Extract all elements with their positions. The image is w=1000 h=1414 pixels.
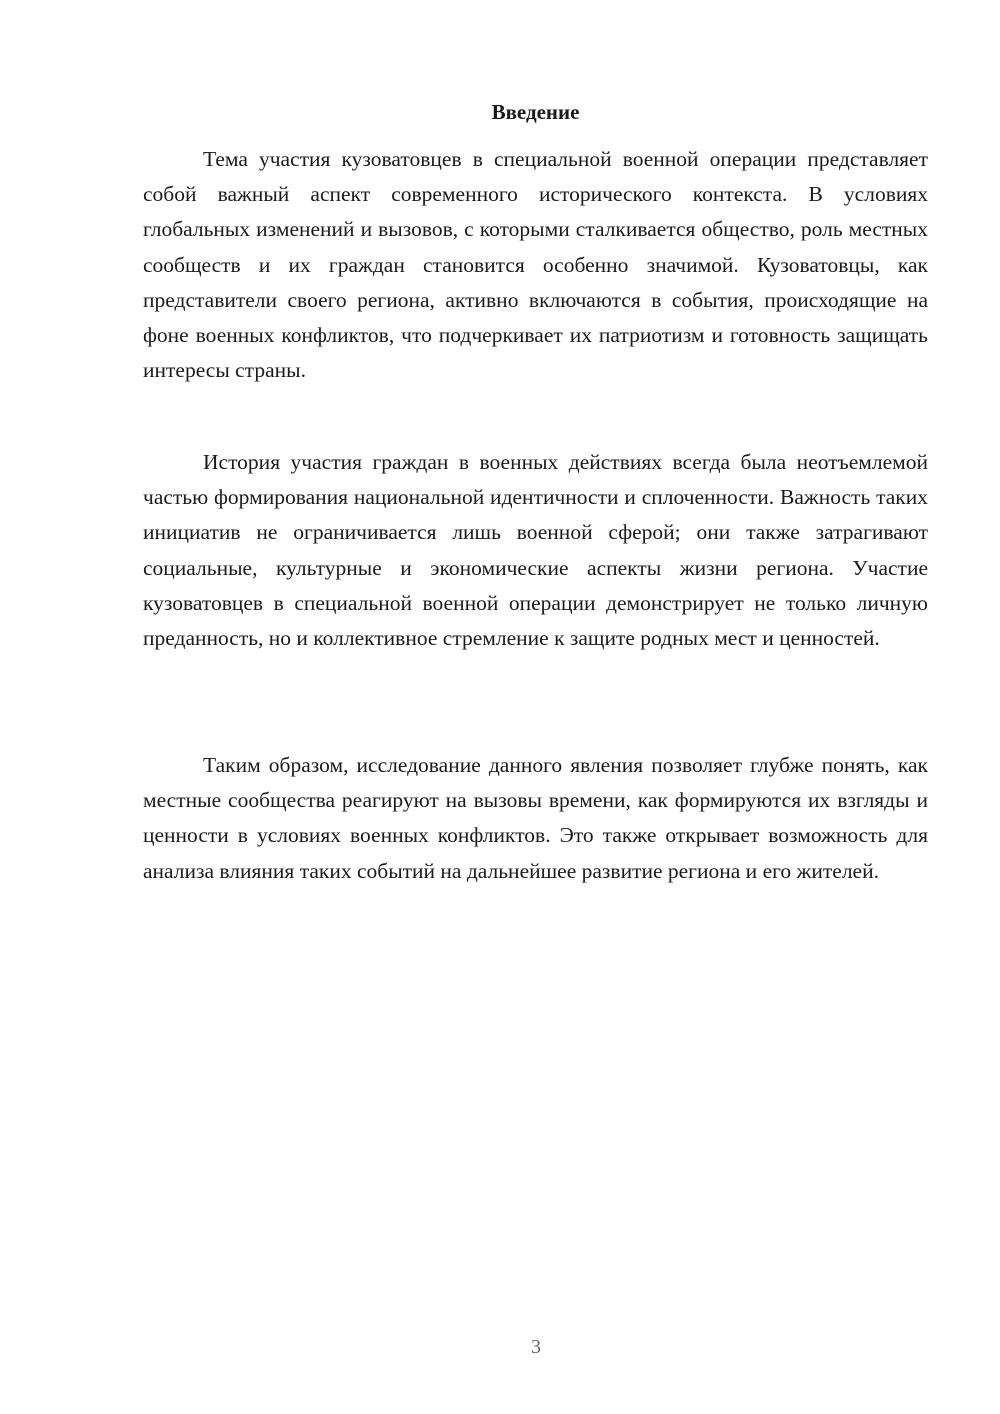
page-number: 3	[531, 1336, 541, 1358]
paragraph-2: История участия граждан в военных действиях всегда была неотъемлемой частью формирования национальной идентичности и сплоченности. Важность таких инициатив не ограничивается лишь военной сферой; они также затрагивают социальные, культурные и экономические аспекты жизни региона. Участие кузоватовцев в специальной военной операции демонстрирует не только личную преданность, но и коллективное стремление к защите родных мест и ценностей.	[143, 450, 928, 651]
paragraph-3: Таким образом, исследование данного явления позволяет глубже понять, как местные сообщества реагируют на вызовы времени, как формируются их взгляды и ценности в условиях военных конфликтов. Это также открывает возможность для анализа влияния таких событий на дальнейшее развитие региона и его жителей.	[143, 753, 928, 883]
section-title: Введение	[491, 100, 580, 124]
paragraph-1: Тема участия кузоватовцев в специальной военной операции представляет собой важный аспект современного исторического контекста. В условиях глобальных изменений и вызовов, с которыми сталкивается общество, роль местных сообществ и их граждан становится особенно значимой. Кузоватовцы, как представители своего региона, активно включаются в события, происходящие на фоне военных конфликтов, что подчеркивает их патриотизм и готовность защищать интересы страны.	[143, 147, 928, 383]
